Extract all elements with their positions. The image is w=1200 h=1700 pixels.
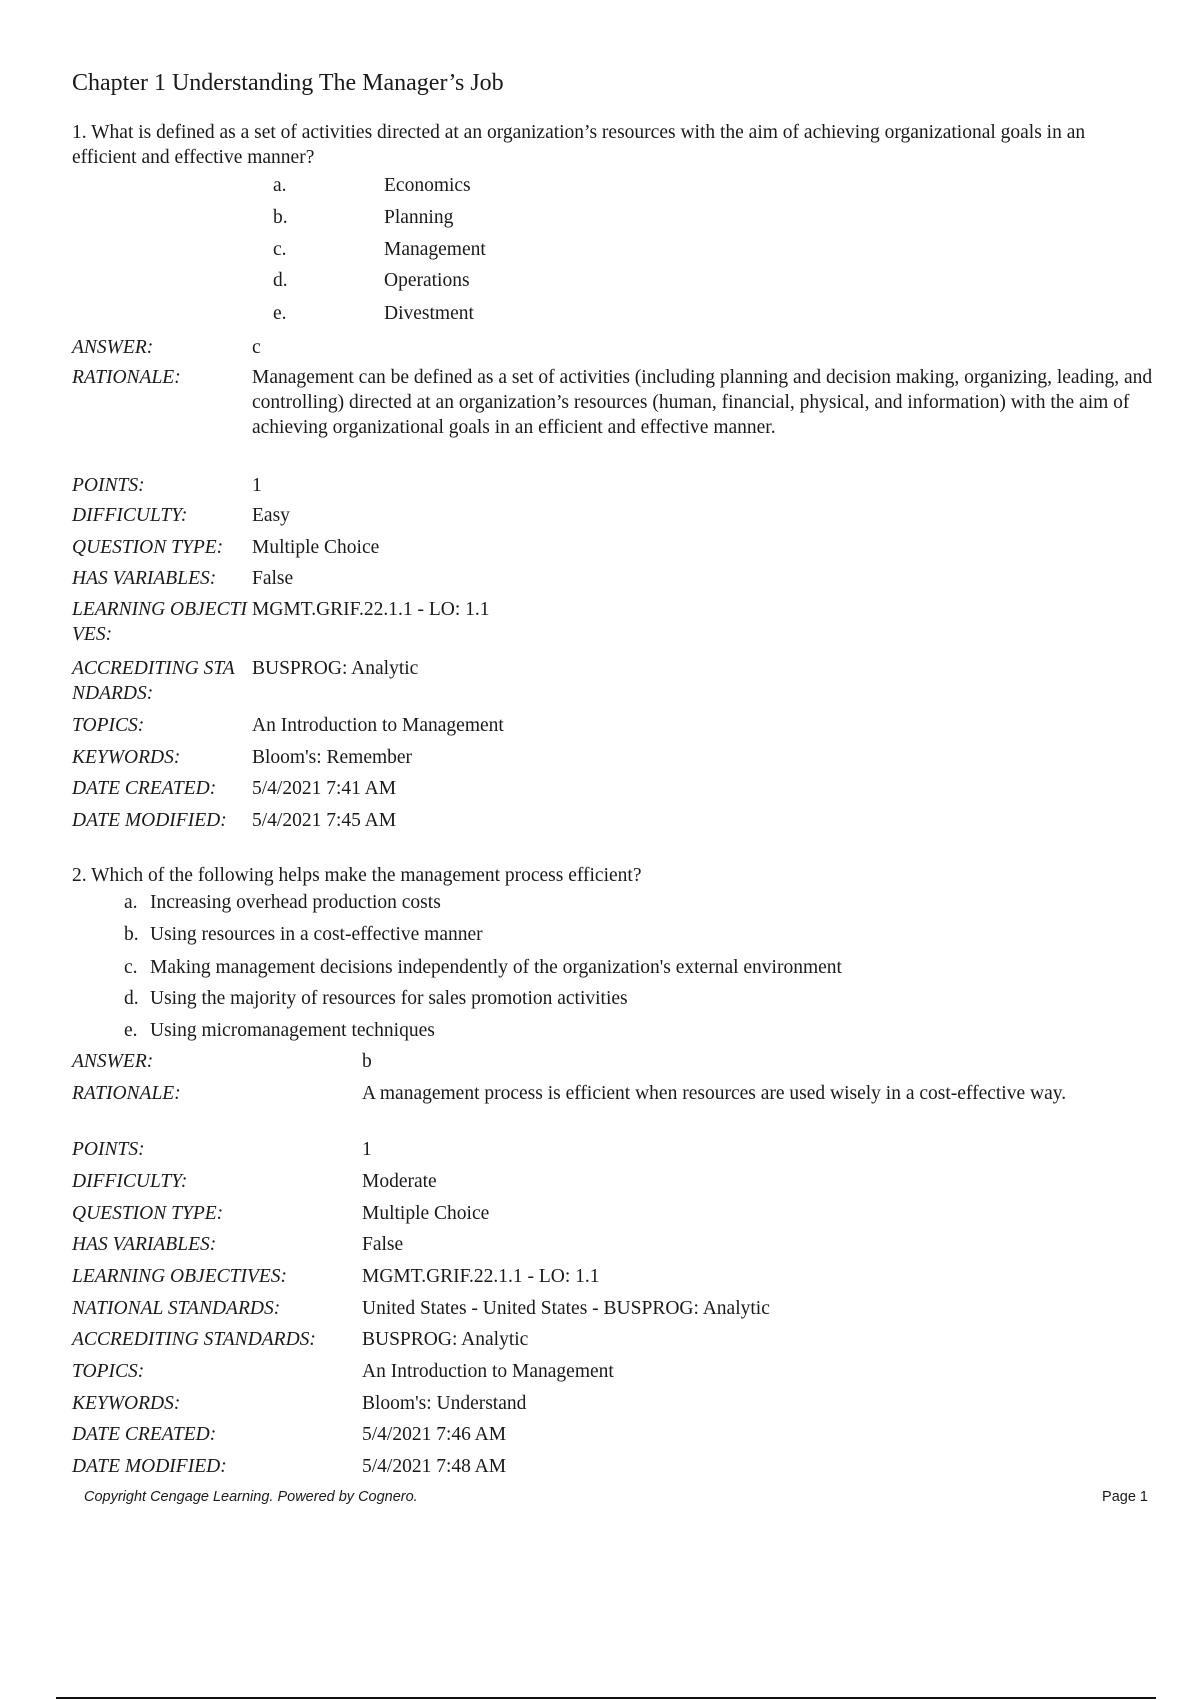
q2-qtype-value: Multiple Choice [362,1203,490,1224]
q1-keywords-value: Bloom's: Remember [252,747,413,768]
q2-lo-label: LEARNING OBJECTIVES: [72,1266,288,1287]
q2-option-text: Using the majority of resources for sales promotion activities [150,988,628,1009]
question-2-stem: 2. Which of the following helps make the management process efficient? [72,865,642,886]
q2-keywords-value: Bloom's: Understand [362,1393,527,1414]
q2-points-value: 1 [362,1139,372,1160]
q1-rationale-label: RATIONALE: [72,367,181,388]
q1-difficulty-label: DIFFICULTY: [72,505,188,526]
q1-option-letter: d. [273,270,288,291]
q2-option-text: Increasing overhead production costs [150,892,441,913]
q2-answer-value: b [362,1051,372,1072]
q1-option-letter: c. [273,239,287,260]
copyright-footer: Copyright Cengage Learning. Powered by Cognero. [84,1489,418,1505]
q2-created-value: 5/4/2021 7:46 AM [362,1424,507,1445]
q1-topics-label: TOPICS: [72,715,145,736]
q1-qtype-label: QUESTION TYPE: [72,537,224,558]
q1-created-label: DATE CREATED: [72,778,217,799]
q2-natl-value: United States - United States - BUSPROG: Analytic [362,1298,770,1319]
q2-option-text: Using resources in a cost-effective manner [150,924,483,945]
q2-option-text: Making management decisions independently of the organization's external environment [150,957,842,978]
q2-created-label: DATE CREATED: [72,1424,217,1445]
q2-difficulty-value: Moderate [362,1171,437,1192]
q2-keywords-label: KEYWORDS: [72,1393,181,1414]
q2-lo-value: MGMT.GRIF.22.1.1 - LO: 1.1 [362,1266,600,1287]
q1-option-letter: e. [273,303,287,324]
q1-points-value: 1 [252,475,262,496]
q1-answer-label: ANSWER: [72,337,154,358]
q2-modified-value: 5/4/2021 7:48 AM [362,1456,507,1477]
q2-accred-value: BUSPROG: Analytic [362,1329,529,1350]
question-1-stem: 1. What is defined as a set of activities directed at an organization’s resources with the aim of achieving organizational goals in an efficient and effective manner? [72,122,1086,168]
q1-hasvars-label: HAS VARIABLES: [72,568,217,589]
q2-hasvars-label: HAS VARIABLES: [72,1234,217,1255]
q2-qtype-label: QUESTION TYPE: [72,1203,224,1224]
q1-option-letter: b. [273,207,288,228]
q2-rationale-value: A management process is efficient when resources are used wisely in a cost-effective way. [362,1083,1067,1104]
q1-hasvars-value: False [252,568,294,589]
q1-modified-label: DATE MODIFIED: [72,810,227,831]
q1-lo-label: LEARNING OBJECTIVES: [72,599,247,645]
q1-lo-value: MGMT.GRIF.22.1.1 - LO: 1.1 [252,599,490,620]
q1-points-label: POINTS: [72,475,145,496]
page-bottom-rule [56,1697,1156,1699]
q2-option-text: Using micromanagement techniques [150,1020,435,1041]
q1-option-text: Economics [384,175,471,196]
q1-option-text: Operations [384,270,470,291]
q2-hasvars-value: False [362,1234,404,1255]
q1-keywords-label: KEYWORDS: [72,747,181,768]
page-number: Page 1 [1102,1489,1148,1505]
q2-option-letter: e. [124,1020,138,1041]
q1-rationale-value: Management can be defined as a set of activities (including planning and decision making, organizing, leading, and controlling) directed at an organization’s resources (human, financial, physical, and information) with the aim of achieving organizational goals in an efficient and effective manner. [252,367,1153,438]
q1-option-text: Divestment [384,303,474,324]
q2-modified-label: DATE MODIFIED: [72,1456,227,1477]
q1-qtype-value: Multiple Choice [252,537,380,558]
q1-difficulty-value: Easy [252,505,290,526]
q2-accred-label: ACCREDITING STANDARDS: [72,1329,316,1350]
q1-created-value: 5/4/2021 7:41 AM [252,778,397,799]
chapter-title: Chapter 1 Understanding The Manager’s Job [72,70,504,96]
q2-rationale-label: RATIONALE: [72,1083,181,1104]
q1-accred-value: BUSPROG: Analytic [252,658,419,679]
q1-option-letter: a. [273,175,287,196]
q2-natl-label: NATIONAL STANDARDS: [72,1298,281,1319]
q2-topics-label: TOPICS: [72,1361,145,1382]
q2-answer-label: ANSWER: [72,1051,154,1072]
q2-option-letter: b. [124,924,139,945]
q2-topics-value: An Introduction to Management [362,1361,614,1382]
q2-option-letter: c. [124,957,138,978]
q1-option-text: Planning [384,207,454,228]
q2-option-letter: d. [124,988,139,1009]
q1-modified-value: 5/4/2021 7:45 AM [252,810,397,831]
q1-topics-value: An Introduction to Management [252,715,504,736]
q2-option-letter: a. [124,892,138,913]
q1-option-text: Management [384,239,486,260]
q1-accred-label: ACCREDITING STANDARDS: [72,658,235,704]
q1-answer-value: c [252,337,261,358]
q2-points-label: POINTS: [72,1139,145,1160]
q2-difficulty-label: DIFFICULTY: [72,1171,188,1192]
